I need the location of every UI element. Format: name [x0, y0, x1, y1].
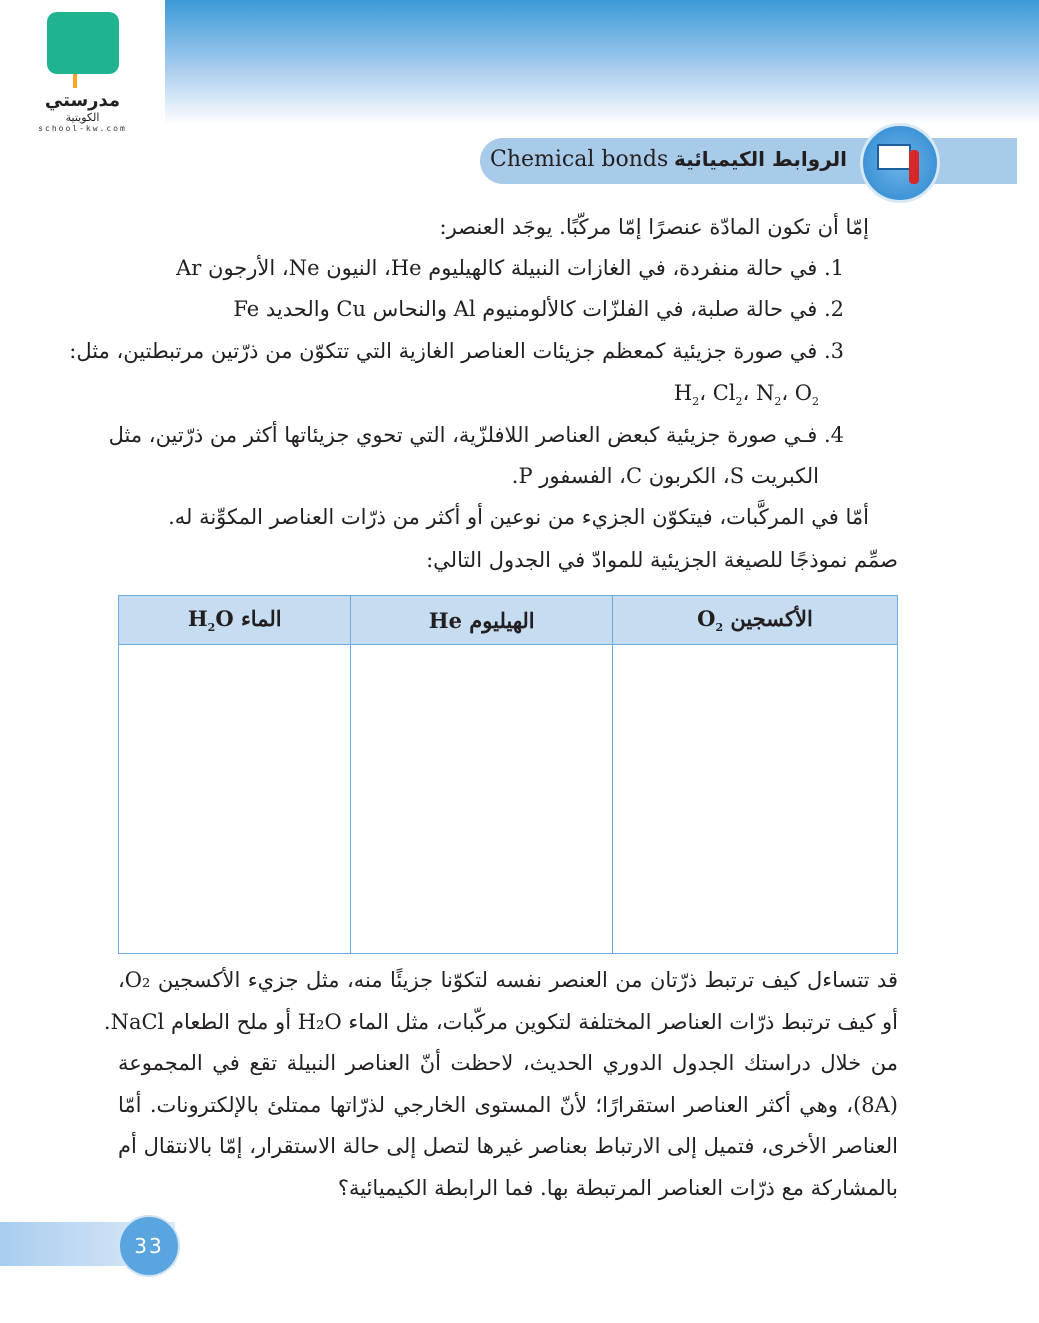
body-paragraph: [103, 968, 898, 1218]
task-text: صمِّم نموذجًا للصيغة الجزيئية للموادّ في الجدول التالي:: [426, 548, 898, 572]
cell-water[interactable]: [119, 645, 351, 954]
list-item: 1. في حالة منفردة، في الغازات النبيلة كالهيليوم He، النيون Ne، الأرجون Ar: [176, 256, 844, 280]
para-line: من خلال دراستك الجدول الدوري الحديث، لاحظت أنّ العناصر النبيلة تقع في المجموعة: [118, 1051, 898, 1076]
page-number: 33: [118, 1215, 180, 1277]
header-helium: الهيليوم He: [351, 596, 613, 645]
list-item: 2. في حالة صلبة، في الفلزّات كالألومنيوم Al والنحاس Cu والحديد Fe: [233, 297, 844, 321]
para-line: بالمشاركة مع ذرّات العناصر المرتبطة بها. فما الرابطة الكيميائية؟: [337, 1175, 898, 1200]
title-ar: الروابط الكيميائية: [673, 147, 847, 171]
cell-helium[interactable]: [351, 645, 613, 954]
header-water: الماء $H_2O$: [119, 596, 351, 645]
top-banner: [165, 0, 1039, 125]
logo-name: مدرستي: [44, 90, 121, 111]
header-oxygen: الأكسجين $O_2$: [612, 596, 897, 645]
para-line: قد تتساءل كيف ترتبط ذرّتان من العنصر نفسه لتكوّنا جزيئًا منه، مثل جزيء الأكسجين O₂،: [118, 968, 898, 992]
model-table: [118, 595, 898, 954]
title-en: Chemical bonds: [490, 147, 669, 172]
intro-text: إمّا أن تكون المادّة عنصرًا إمّا مركّبًا. يوجَد العنصر:: [439, 215, 869, 239]
cell-oxygen[interactable]: [612, 645, 897, 954]
list-item: 4. فـي صورة جزيئية كبعض العناصر اللافلزّية، التي تحوي جزيئاتها أكثر من ذرّتين، مثل: [108, 423, 844, 447]
logo-sub: الكويتية: [65, 111, 100, 124]
teacher-board-icon: [860, 123, 940, 203]
list-item-cont: الكبريت S، الكربون C، الفسفور P.: [511, 464, 819, 488]
compounds-text: أمّا في المركَّبات، فيتكوّن الجزيء من نوعين أو أكثر من ذرّات العناصر المكوِّنة له.: [168, 505, 869, 529]
para-line: (8A)، وهي أكثر العناصر استقرارًا؛ لأنّ المستوى الخارجي لذرّاتها ممتلئ بالإلكترونات. أمّا: [118, 1092, 898, 1117]
para-line: أو كيف ترتبط ذرّات العناصر المختلفة لتكوين مركّبات، مثل الماء H₂O أو ملح الطعام NaCl.: [103, 1009, 898, 1034]
para-line: العناصر الأخرى، فتميل إلى الارتباط بعناصر غيرها لتصل إلى حالة الاستقرار، إمّا بالانتقال أم: [118, 1134, 898, 1159]
logo-icon: [47, 12, 119, 74]
site-logo: [20, 8, 145, 143]
list-item: 3. في صورة جزيئية كمعظم جزيئات العناصر الغازية التي تتكوّن من ذرّتين مرتبطتين، مثل:: [69, 339, 844, 363]
formula-list: $H_2،$ $Cl_2،$ $N_2،$ $O_2$: [673, 381, 819, 409]
logo-url: school-kw.com: [38, 124, 127, 133]
